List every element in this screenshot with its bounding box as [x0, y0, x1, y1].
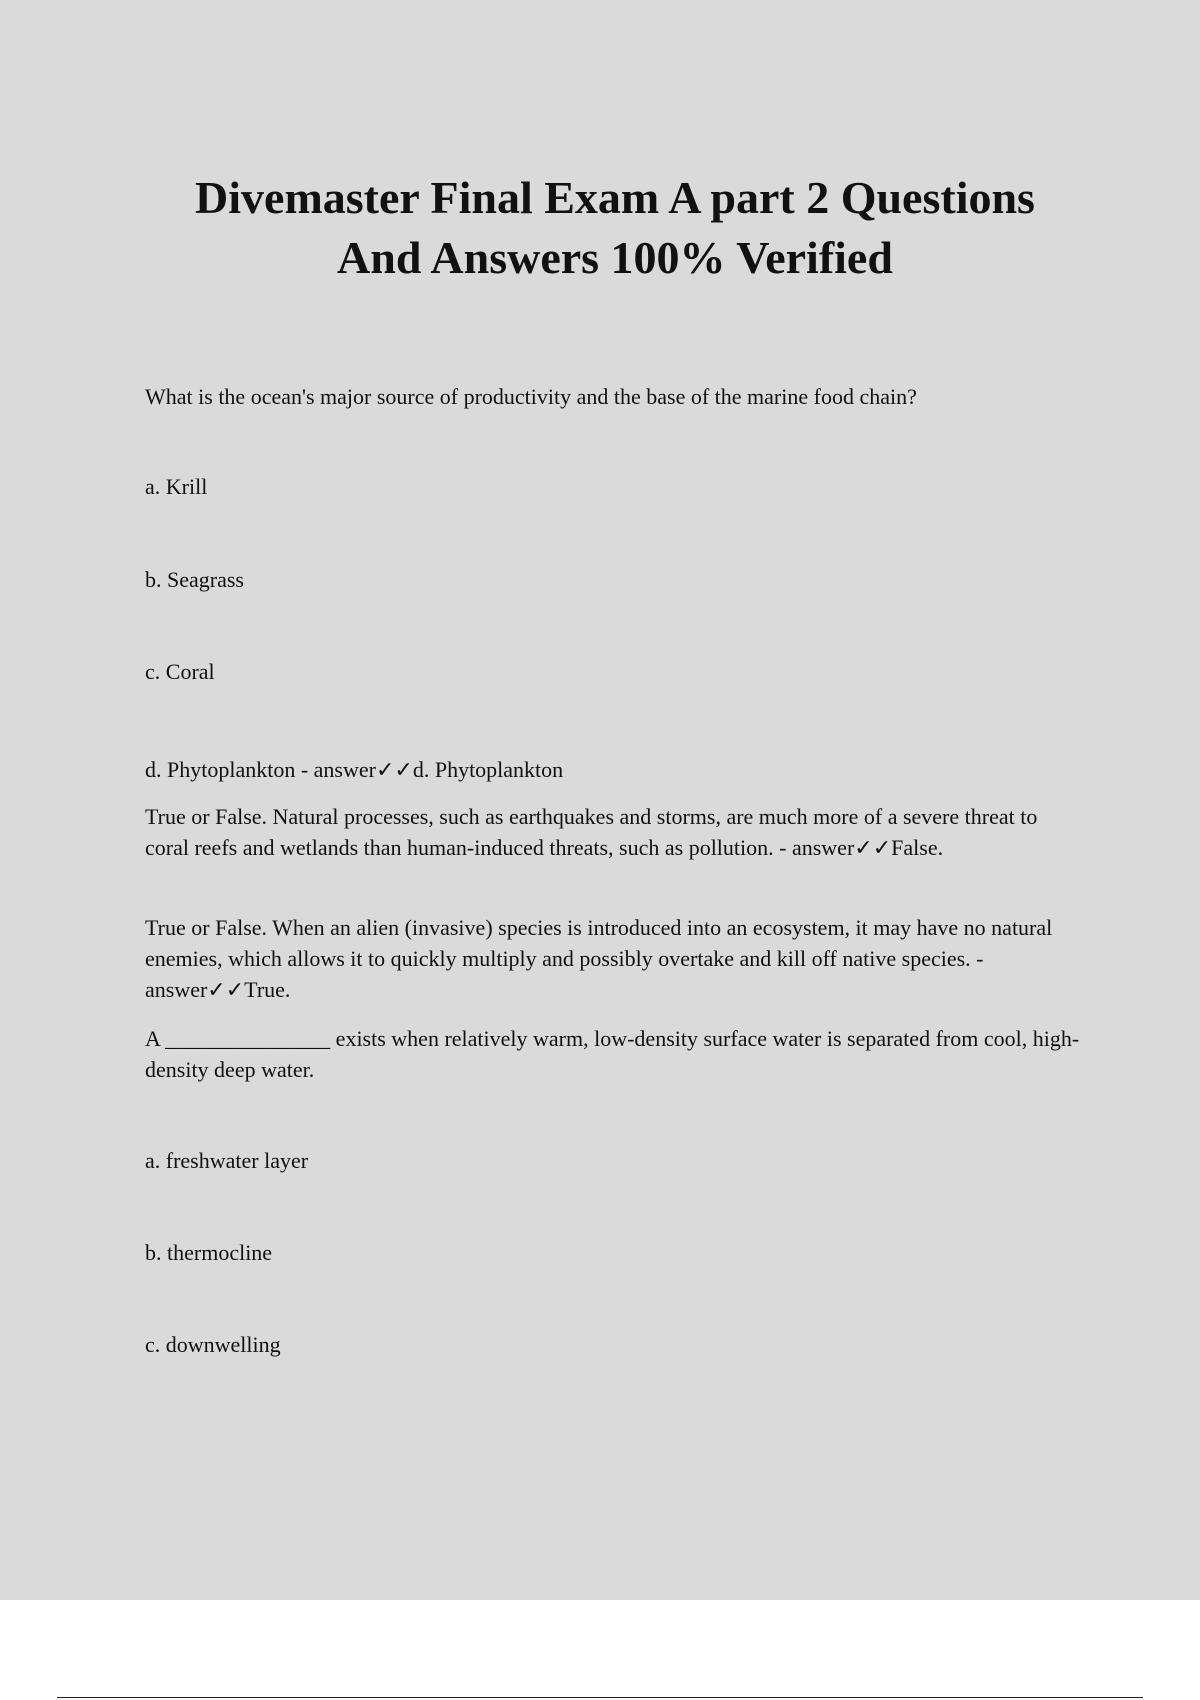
question-4: A _______________ exists when relatively warm, low-density surface water is separated from cool, high-density deep water. [145, 1026, 1080, 1082]
question-3-answer: True or False. When an alien (invasive) species is introduced into an ecosystem, it may have no natural enemies, which allows it to quickly multiply and possibly overtake and kill off native species. - answer✓✓True. [145, 915, 1053, 1002]
q4-option-a: a. freshwater layer [145, 1148, 309, 1173]
q4-option-b: b. thermocline [145, 1240, 273, 1265]
q1-option-c: c. Coral [145, 659, 215, 684]
question-1: What is the ocean's major source of productivity and the base of the marine food chain? [145, 384, 917, 409]
question-2-answer: True or False. Natural processes, such as earthquakes and storms, are much more of a severe threat to coral reefs and wetlands than human-induced threats, such as pollution. - answer✓✓False. [145, 804, 1038, 860]
q1-option-b: b. Seagrass [145, 567, 244, 592]
q1-option-d-answer: d. Phytoplankton - answer✓✓d. Phytoplankton [145, 757, 564, 782]
title-line-2: And Answers 100% Verified [337, 232, 893, 283]
footer-divider [57, 1697, 1143, 1698]
document-title [120, 168, 1110, 288]
title-line-1: Divemaster Final Exam A part 2 Questions [195, 172, 1035, 223]
q1-option-a: a. Krill [145, 474, 208, 499]
q4-option-c: c. downwelling [145, 1332, 281, 1357]
